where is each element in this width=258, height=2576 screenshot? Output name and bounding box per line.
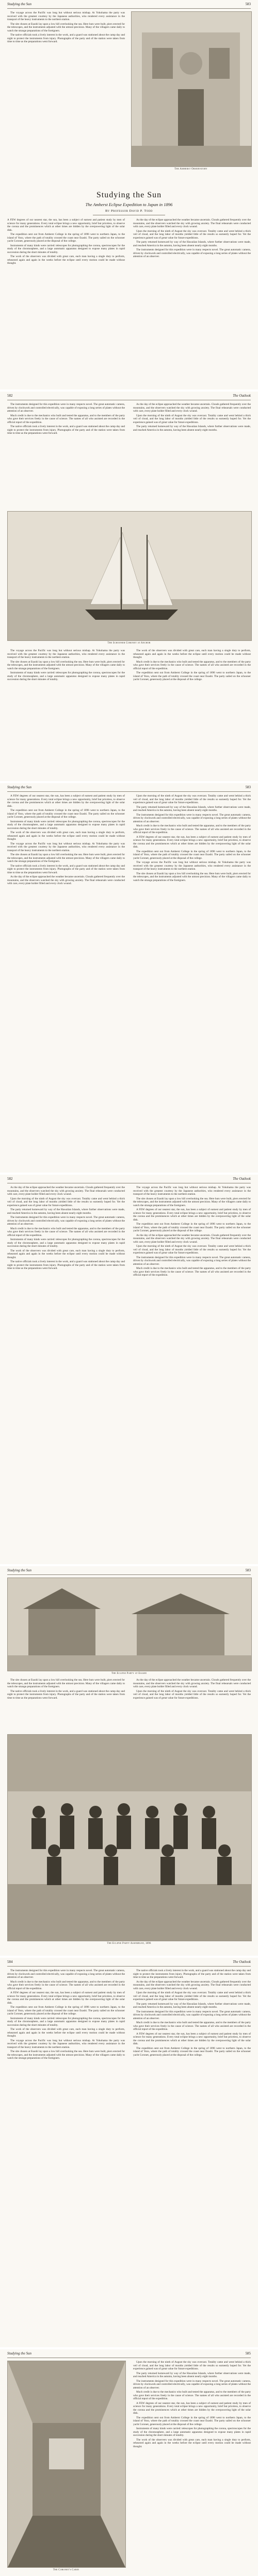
paragraph: Instruments of many kinds were carried: telescopes for photographing the corona, spectroscopes for the study of the chromosphere, and a large automatic apparatus designed to expose many plates in rapid succession during the short minutes of totality. <box>133 2427 251 2437</box>
schooner-illustration <box>8 512 251 640</box>
photo-schooner <box>7 511 252 641</box>
photo-caption: The Eclipse Party Assembled, 1896 <box>107 1942 151 1945</box>
photo-group <box>7 1734 252 1941</box>
paragraph: The work of the observers was divided with great care, each man having a single duty to perform, rehearsed again and again in the weeks before the eclipse until every motion could be made without thought. <box>7 831 125 841</box>
paragraph: A FEW degrees of our nearest star, the sun, has been a subject of earnest and patient study by men of science for many generations. Every total eclipse brings a new opportunity, brief but priceless, to observe the corona and the prominences which at other times are hidden by the overpowering light of the solar disk. <box>133 2401 251 2415</box>
paragraph: The native officials took a lively interest in the work, and a guard was stationed about the camp day and night to protect the instruments from injury. Photographs of the party and of the station were taken from time to time as the preparations went forward. <box>7 1689 125 1700</box>
observatory-illustration <box>132 12 251 166</box>
paragraph: The work of the observers was divided with great care, each man having a single duty to perform, rehearsed again and again in the weeks before the eclipse until every motion could be made without thought. <box>7 255 125 265</box>
paragraph: The voyage across the Pacific was long but without serious mishap. At Yokohama the party was received with the greatest courtesy by the Japanese authorities, who rendered every assistance in the transport of the heavy instruments to the northern station. <box>133 861 251 871</box>
paragraph: The voyage across the Pacific was long but without serious mishap. At Yokohama the party was received with the greatest courtesy by the Japanese authorities, who rendered every assistance in the transport of the heavy instruments to the northern station. <box>7 2039 125 2049</box>
paragraph: Instruments of many kinds were carried: telescopes for photographing the corona, spectroscopes for the study of the chromosphere, and a large automatic apparatus designed to expose many plates in rapid succession during the short minutes of totality. <box>7 2016 125 2027</box>
paragraph: The voyage across the Pacific was long but without serious mishap. At Yokohama the party was received with the greatest courtesy by the Japanese authorities, who rendered every assistance in the transport of the heavy instruments to the northern station. <box>133 1186 251 1196</box>
paragraph: Upon the morning of the ninth of August the sky was overcast. Totality came and went behind a thick veil of cloud, and the long labor of months yielded little of the results so earnestly hoped for. Yet the experience gained was of great value for future expeditions. <box>133 1689 251 1700</box>
page-3 <box>0 783 258 1173</box>
paragraph: The voyage across the Pacific was long but without serious mishap. At Yokohama the party was received with the greatest courtesy by the Japanese authorities, who rendered every assistance in the transport of the heavy instruments to the northern station. <box>7 11 125 21</box>
running-title: Studying the Sun <box>7 2 32 6</box>
paragraph: The native officials took a lively interest in the work, and a guard was stationed about the camp day and night to protect the instruments from injury. Photographs of the party and of the station were taken from time to time as the preparations went forward. <box>7 1260 125 1270</box>
text-column-left <box>7 218 125 386</box>
running-title: Studying the Sun <box>7 2351 32 2355</box>
paragraph: A FEW degrees of our nearest star, the sun, has been a subject of earnest and patient study by men of science for many generations. Every total eclipse brings a new opportunity, brief but priceless, to observe the corona and the prominences which at other times are hidden by the overpowering light of the solar disk. <box>7 218 125 232</box>
running-header <box>7 2351 251 2358</box>
paragraph: Much credit is due to the mechanics who built and tested the apparatus, and to the members of the party who gave their services freely in the cause of science. The names of all who assisted are recorded in the official report of the expedition. <box>133 2391 251 2400</box>
running-header <box>7 1960 251 1967</box>
paragraph: The work of the observers was divided with great care, each man having a single duty to perform, rehearsed again and again in the weeks before the eclipse until every motion could be made without thought. <box>133 2438 251 2448</box>
paragraph: The site chosen at Esashi lay upon a low hill overlooking the sea. Here huts were built, piers erected for the telescopes, and the instruments adjusted with the utmost precision. Many of the villagers came daily to watch the strange preparations of the foreigners. <box>7 22 125 32</box>
text-column-left <box>7 1969 125 2344</box>
station-illustration <box>8 1578 251 1671</box>
paragraph: The party returned homeward by way of the Hawaiian Islands, where further observations were made, and reached America in the autumn, having been absent nearly eight months. <box>133 2002 251 2009</box>
paragraph: As the day of the eclipse approached the weather became uncertain. Clouds gathered frequently over the mountains, and the observers watched the sky with growing anxiety. The final rehearsals were conducted with care, every plate holder filled and every clock wound. <box>7 1186 125 1196</box>
paragraph: The expedition sent out from Amherst College in the spring of 1896 went to northern Japan, to the island of Yezo, where the path of totality crossed the coast near Esashi. The party sailed on the schooner yacht Coronet, generously placed at the disposal of the college. <box>133 2416 251 2426</box>
photo-station <box>7 1578 252 1671</box>
text-column-right <box>133 218 251 386</box>
paragraph: The instruments designed for this expedition were in many respects novel. The great automatic camera, driven by clockwork and controlled electrically, was capable of exposing a long series of plates without the attention of an observer. <box>133 2379 251 2389</box>
photo-caption: The Schooner Coronet at Anchor <box>107 642 151 645</box>
paragraph: Much credit is due to the mechanics who built and tested the apparatus, and to the members of the party who gave their services freely in the cause of science. The names of all who assisted are recorded in the official report of the expedition. <box>7 1227 125 1237</box>
paragraph: The expedition sent out from Amherst College in the spring of 1896 went to northern Japan, to the island of Yezo, where the path of totality crossed the coast near Esashi. The party sailed on the schooner yacht Coronet, generously placed at the disposal of the college. <box>133 1223 251 1232</box>
paragraph: The native officials took a lively interest in the work, and a guard was stationed about the camp day and night to protect the instruments from injury. Photographs of the party and of the station were taken from time to time as the preparations went forward. <box>7 864 125 874</box>
photo-caption: The Amherst Observatory <box>174 168 207 171</box>
paragraph: The site chosen at Esashi lay upon a low hill overlooking the sea. Here huts were built, piers erected for the telescopes, and the instruments adjusted with the utmost precision. Many of the villagers came daily to watch the strange preparations of the foreigners. <box>133 872 251 882</box>
paragraph: The instruments designed for this expedition were in many respects novel. The great automatic camera, driven by clockwork and controlled electrically, was capable of exposing a long series of plates without the attention of an observer. <box>133 813 251 823</box>
paragraph: The party returned homeward by way of the Hawaiian Islands, where further observations were made, and reached America in the autumn, having been absent nearly eight months. <box>133 2371 251 2378</box>
paragraph: The voyage across the Pacific was long but without serious mishap. At Yokohama the party was received with the greatest courtesy by the Japanese authorities, who rendered every assistance in the transport of the heavy instruments to the northern station. <box>7 842 125 852</box>
paragraph: The expedition sent out from Amherst College in the spring of 1896 went to northern Japan, to the island of Yezo, where the path of totality crossed the coast near Esashi. The party sailed on the schooner yacht Coronet, generously placed at the disposal of the college. <box>7 809 125 819</box>
article-byline: By Professor David P. Todd <box>105 209 153 213</box>
paragraph: The native officials took a lively interest in the work, and a guard was stationed about the camp day and night to protect the instruments from injury. Photographs of the party and of the station were taken from time to time as the preparations went forward. <box>7 33 125 43</box>
text-column-right <box>133 794 251 1170</box>
page-number: 582 <box>7 1177 13 1181</box>
paragraph: Much credit is due to the mechanics who built and tested the apparatus, and to the members of the party who gave their services freely in the cause of science. The names of all who assisted are recorded in the official report of the expedition. <box>133 2021 251 2031</box>
text-column-left <box>7 649 125 778</box>
page-number: 583 <box>245 1568 251 1572</box>
paragraph: Much credit is due to the mechanics who built and tested the apparatus, and to the members of the party who gave their services freely in the cause of science. The names of all who assisted are recorded in the official report of the expedition. <box>133 1267 251 1277</box>
paragraph: Upon the morning of the ninth of August the sky was overcast. Totality came and went behind a thick veil of cloud, and the long labor of months yielded little of the results so earnestly hoped for. Yet the experience gained was of great value for future expeditions. <box>133 1991 251 2001</box>
paragraph: The site chosen at Esashi lay upon a low hill overlooking the sea. Here huts were built, piers erected for the telescopes, and the instruments adjusted with the utmost precision. Many of the villagers came daily to watch the strange preparations of the foreigners. <box>7 1679 125 1688</box>
page-5 <box>0 1566 258 1956</box>
paragraph: Upon the morning of the ninth of August the sky was overcast. Totality came and went behind a thick veil of cloud, and the long labor of months yielded little of the results so earnestly hoped for. Yet the experience gained was of great value for future expeditions. <box>133 414 251 424</box>
page-4 <box>0 1175 258 1564</box>
paragraph: The site chosen at Esashi lay upon a low hill overlooking the sea. Here huts were built, piers erected for the telescopes, and the instruments adjusted with the utmost precision. Many of the villagers came daily to watch the strange preparations of the foreigners. <box>7 660 125 670</box>
paragraph: The instruments designed for this expedition were in many respects novel. The great automatic camera, driven by clockwork and controlled electrically, was capable of exposing a long series of plates without the attention of an observer. <box>133 248 251 258</box>
paragraph: The site chosen at Esashi lay upon a low hill overlooking the sea. Here huts were built, piers erected for the telescopes, and the instruments adjusted with the utmost precision. Many of the villagers came daily to watch the strange preparations of the foreigners. <box>133 1197 251 1207</box>
paragraph: A FEW degrees of our nearest star, the sun, has been a subject of earnest and patient study by men of science for many generations. Every total eclipse brings a new opportunity, brief but priceless, to observe the corona and the prominences which at other times are hidden by the overpowering light of the solar disk. <box>133 2032 251 2045</box>
paragraph: The instruments designed for this expedition were in many respects novel. The great automatic camera, driven by clockwork and controlled electrically, was capable of exposing a long series of plates without the attention of an observer. <box>7 1216 125 1226</box>
running-header <box>7 1177 251 1183</box>
paragraph: The instruments designed for this expedition were in many respects novel. The great automatic camera, driven by clockwork and controlled electrically, was capable of exposing a long series of plates without the attention of an observer. <box>7 1969 125 1979</box>
paragraph: Much credit is due to the mechanics who built and tested the apparatus, and to the members of the party who gave their services freely in the cause of science. The names of all who assisted are recorded in the official report of the expedition. <box>7 1980 125 1990</box>
page-7 <box>0 2349 258 2576</box>
paragraph: The work of the observers was divided with great care, each man having a single duty to perform, rehearsed again and again in the weeks before the eclipse until every motion could be made without thought. <box>133 649 251 659</box>
paragraph: The party returned homeward by way of the Hawaiian Islands, where further observations were made, and reached America in the autumn, having been absent nearly eight months. <box>133 241 251 247</box>
running-header <box>7 1568 251 1575</box>
running-title: Studying the Sun <box>7 785 32 789</box>
text-column-left <box>7 403 125 506</box>
paragraph: Much credit is due to the mechanics who built and tested the apparatus, and to the members of the party who gave their services freely in the cause of science. The names of all who assisted are recorded in the official report of the expedition. <box>7 414 125 424</box>
paragraph: The expedition sent out from Amherst College in the spring of 1896 went to northern Japan, to the island of Yezo, where the path of totality crossed the coast near Esashi. The party sailed on the schooner yacht Coronet, generously placed at the disposal of the college. <box>133 2046 251 2057</box>
paragraph: As the day of the eclipse approached the weather became uncertain. Clouds gathered frequently over the mountains, and the observers watched the sky with growing anxiety. The final rehearsals were conducted with care, every plate holder filled and every clock wound. <box>7 875 125 885</box>
paragraph: The expedition sent out from Amherst College in the spring of 1896 went to northern Japan, to the island of Yezo, where the path of totality crossed the coast near Esashi. The party sailed on the schooner yacht Coronet, generously placed at the disposal of the college. <box>7 233 125 243</box>
paragraph: Upon the morning of the ninth of August the sky was overcast. Totality came and went behind a thick veil of cloud, and the long labor of months yielded little of the results so earnestly hoped for. Yet the experience gained was of great value for future expeditions. <box>133 2361 251 2370</box>
paragraph: Upon the morning of the ninth of August the sky was overcast. Totality came and went behind a thick veil of cloud, and the long labor of months yielded little of the results so earnestly hoped for. Yet the experience gained was of great value for future expeditions. <box>133 229 251 240</box>
photo-caption: The Eclipse Party at Esashi <box>111 1672 147 1675</box>
text-column-left <box>7 1186 125 1561</box>
text-column-right <box>133 1679 251 1730</box>
group-illustration <box>8 1735 251 1941</box>
text-column-right <box>133 1969 251 2344</box>
paragraph: The party returned homeward by way of the Hawaiian Islands, where further observations were made, and reached America in the autumn, having been absent nearly eight months. <box>7 1208 125 1215</box>
page-2 <box>0 392 258 781</box>
page-number: 582 <box>7 394 13 398</box>
page-number: 583 <box>245 2 251 6</box>
running-header <box>7 394 251 400</box>
paragraph: Much credit is due to the mechanics who built and tested the apparatus, and to the members of the party who gave their services freely in the cause of science. The names of all who assisted are recorded in the official report of the expedition. <box>133 660 251 670</box>
running-header <box>7 785 251 792</box>
paragraph: Upon the morning of the ninth of August the sky was overcast. Totality came and went behind a thick veil of cloud, and the long labor of months yielded little of the results so earnestly hoped for. Yet the experience gained was of great value for future expeditions. <box>7 1197 125 1207</box>
article-title: Studying the Sun <box>96 191 162 199</box>
paragraph: The voyage across the Pacific was long but without serious mishap. At Yokohama the party was received with the greatest courtesy by the Japanese authorities, who rendered every assistance in the transport of the heavy instruments to the northern station. <box>7 649 125 659</box>
paragraph: Instruments of many kinds were carried: telescopes for photographing the corona, spectroscopes for the study of the chromosphere, and a large automatic apparatus designed to expose many plates in rapid succession during the short minutes of totality. <box>7 671 125 681</box>
text-column-left <box>7 11 125 187</box>
paragraph: The native officials took a lively interest in the work, and a guard was stationed about the camp day and night to protect the instruments from injury. Photographs of the party and of the station were taken from time to time as the preparations went forward. <box>7 425 125 435</box>
paragraph: The site chosen at Esashi lay upon a low hill overlooking the sea. Here huts were built, piers erected for the telescopes, and the instruments adjusted with the utmost precision. Many of the villagers came daily to watch the strange preparations of the foreigners. <box>7 853 125 863</box>
paragraph: Much credit is due to the mechanics who built and tested the apparatus, and to the members of the party who gave their services freely in the cause of science. The names of all who assisted are recorded in the official report of the expedition. <box>133 824 251 834</box>
paragraph: The expedition sent out from Amherst College in the spring of 1896 went to northern Japan, to the island of Yezo, where the path of totality crossed the coast near Esashi. The party sailed on the schooner yacht Coronet, generously placed at the disposal of the college. <box>7 2006 125 2015</box>
text-column-left <box>7 1679 125 1730</box>
paragraph: As the day of the eclipse approached the weather became uncertain. Clouds gathered frequently over the mountains, and the observers watched the sky with growing anxiety. The final rehearsals were conducted with care, every plate holder filled and every clock wound. <box>133 218 251 228</box>
page-number: 583 <box>245 785 251 789</box>
page-1 <box>0 0 258 389</box>
paragraph: The work of the observers was divided with great care, each man having a single duty to perform, rehearsed again and again in the weeks before the eclipse until every motion could be made without thought. <box>7 1249 125 1259</box>
paragraph: The work of the observers was divided with great care, each man having a single duty to perform, rehearsed again and again in the weeks before the eclipse until every motion could be made without thought. <box>7 2028 125 2038</box>
text-column-left <box>7 794 125 1170</box>
photo-cabin <box>7 2361 126 2568</box>
page-number: 584 <box>7 1960 13 1964</box>
text-column-right <box>133 403 251 506</box>
paragraph: As the day of the eclipse approached the weather became uncertain. Clouds gathered frequently over the mountains, and the observers watched the sky with growing anxiety. The final rehearsals were conducted with care, every plate holder filled and every clock wound. <box>133 403 251 413</box>
photo-caption: The Coronet's Cabin <box>53 2569 79 2571</box>
paragraph: A FEW degrees of our nearest star, the sun, has been a subject of earnest and patient study by men of science for many generations. Every total eclipse brings a new opportunity, brief but priceless, to observe the corona and the prominences which at other times are hidden by the overpowering light of the solar disk. <box>7 1991 125 2005</box>
paragraph: The native officials took a lively interest in the work, and a guard was stationed about the camp day and night to protect the instruments from injury. Photographs of the party and of the station were taken from time to time as the preparations went forward. <box>133 1969 251 1979</box>
running-title: The Outlook <box>233 1177 251 1181</box>
cabin-illustration <box>8 2361 125 2567</box>
running-title: The Outlook <box>233 394 251 398</box>
text-column-right <box>133 2361 251 2576</box>
running-header <box>7 2 251 9</box>
running-title: Studying the Sun <box>7 1568 32 1572</box>
paragraph: Upon the morning of the ninth of August the sky was overcast. Totality came and went behind a thick veil of cloud, and the long labor of months yielded little of the results so earnestly hoped for. Yet the experience gained was of great value for future expeditions. <box>133 794 251 804</box>
paragraph: The party returned homeward by way of the Hawaiian Islands, where further observations were made, and reached America in the autumn, having been absent nearly eight months. <box>133 805 251 812</box>
paragraph: As the day of the eclipse approached the weather became uncertain. Clouds gathered frequently over the mountains, and the observers watched the sky with growing anxiety. The final rehearsals were conducted with care, every plate holder filled and every clock wound. <box>133 1980 251 1990</box>
paragraph: A FEW degrees of our nearest star, the sun, has been a subject of earnest and patient study by men of science for many generations. Every total eclipse brings a new opportunity, brief but priceless, to observe the corona and the prominences which at other times are hidden by the overpowering light of the solar disk. <box>7 794 125 808</box>
paragraph: As the day of the eclipse approached the weather became uncertain. Clouds gathered frequently over the mountains, and the observers watched the sky with growing anxiety. The final rehearsals were conducted with care, every plate holder filled and every clock wound. <box>133 1233 251 1244</box>
paragraph: The party returned homeward by way of the Hawaiian Islands, where further observations were made, and reached America in the autumn, having been absent nearly eight months. <box>133 425 251 432</box>
text-column-right <box>133 1186 251 1561</box>
paragraph: Instruments of many kinds were carried: telescopes for photographing the corona, spectroscopes for the study of the chromosphere, and a large automatic apparatus designed to expose many plates in rapid succession during the short minutes of totality. <box>7 820 125 830</box>
running-title: The Outlook <box>233 1960 251 1964</box>
paragraph: Instruments of many kinds were carried: telescopes for photographing the corona, spectroscopes for the study of the chromosphere, and a large automatic apparatus designed to expose many plates in rapid succession during the short minutes of totality. <box>7 244 125 254</box>
paragraph: The site chosen at Esashi lay upon a low hill overlooking the sea. Here huts were built, piers erected for the telescopes, and the instruments adjusted with the utmost precision. Many of the villagers came daily to watch the strange preparations of the foreigners. <box>7 2050 125 2060</box>
text-column-right <box>133 649 251 778</box>
paragraph: The instruments designed for this expedition were in many respects novel. The great automatic camera, driven by clockwork and controlled electrically, was capable of exposing a long series of plates without the attention of an observer. <box>133 2010 251 2020</box>
photo-observatory <box>131 11 252 167</box>
paragraph: The expedition sent out from Amherst College in the spring of 1896 went to northern Japan, to the island of Yezo, where the path of totality crossed the coast near Esashi. The party sailed on the schooner yacht Coronet, generously placed at the disposal of the college. <box>133 671 251 681</box>
paragraph: The expedition sent out from Amherst College in the spring of 1896 went to northern Japan, to the island of Yezo, where the path of totality crossed the coast near Esashi. The party sailed on the schooner yacht Coronet, generously placed at the disposal of the college. <box>133 850 251 860</box>
paragraph: The instruments designed for this expedition were in many respects novel. The great automatic camera, driven by clockwork and controlled electrically, was capable of exposing a long series of plates without the attention of an observer. <box>133 1256 251 1266</box>
page-6 <box>0 1958 258 2347</box>
paragraph: The instruments designed for this expedition were in many respects novel. The great automatic camera, driven by clockwork and controlled electrically, was capable of exposing a long series of plates without the attention of an observer. <box>7 403 125 413</box>
page-number: 585 <box>245 2351 251 2355</box>
article-subtitle: The Amherst Eclipse Expedition to Japan in 1896 <box>85 202 173 207</box>
paragraph: As the day of the eclipse approached the weather became uncertain. Clouds gathered frequently over the mountains, and the observers watched the sky with growing anxiety. The final rehearsals were conducted with care, every plate holder filled and every clock wound. <box>133 1679 251 1688</box>
paragraph: A FEW degrees of our nearest star, the sun, has been a subject of earnest and patient study by men of science for many generations. Every total eclipse brings a new opportunity, brief but priceless, to observe the corona and the prominences which at other times are hidden by the overpowering light of the solar disk. <box>133 835 251 849</box>
paragraph: Instruments of many kinds were carried: telescopes for photographing the corona, spectroscopes for the study of the chromosphere, and a large automatic apparatus designed to expose many plates in rapid succession during the short minutes of totality. <box>7 1238 125 1248</box>
paragraph: Upon the morning of the ninth of August the sky was overcast. Totality came and went behind a thick veil of cloud, and the long labor of months yielded little of the results so earnestly hoped for. Yet the experience gained was of great value for future expeditions. <box>133 1245 251 1255</box>
paragraph: A FEW degrees of our nearest star, the sun, has been a subject of earnest and patient study by men of science for many generations. Every total eclipse brings a new opportunity, brief but priceless, to observe the corona and the prominences which at other times are hidden by the overpowering light of the solar disk. <box>133 1208 251 1222</box>
